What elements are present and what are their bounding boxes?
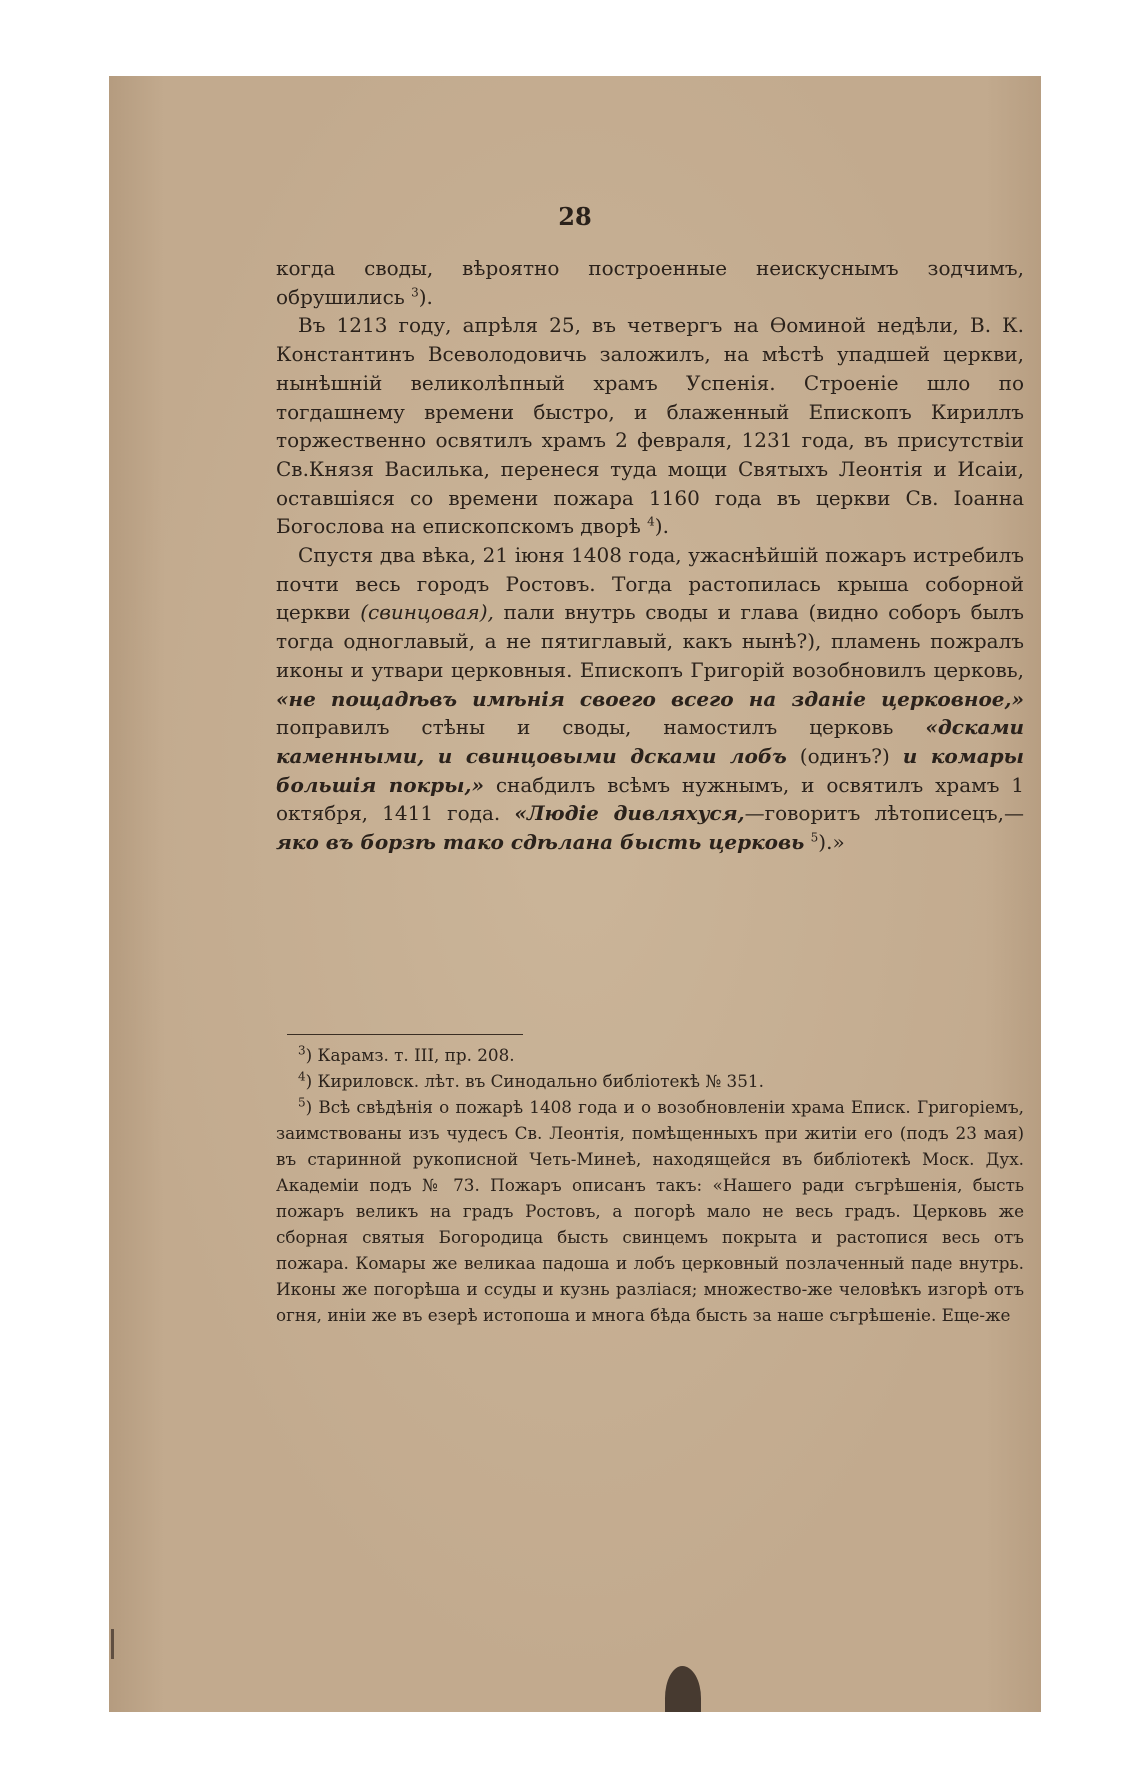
page-number: 28: [558, 202, 592, 231]
footnote-ref-4: 4: [647, 514, 655, 529]
footnote-divider: [287, 1034, 523, 1035]
scanned-page: [109, 76, 1041, 1712]
paragraph-2-text: Въ 1213 году, апрѣля 25, въ четвергъ на Ѳоминой недѣли, В. К. Константинъ Всеволодовичь заложилъ, на мѣстѣ упадшей церкви, нынѣшній великолѣпный храмъ Успенія. Строеніе шло по тогдашнему времени быстро, и блаженный Епископъ Кириллъ торжественно освятилъ храмъ 2 февраля, 1231 года, въ присутствіи Св.Князя Василька, перенеся туда мощи Святыхъ Леонтія и Исаіи, оставшіяся со времени пожара 1160 года въ церкви Св. Іоанна Богослова на епископскомъ дворѣ: [276, 313, 1024, 539]
footnote-3-mark: 3: [298, 1043, 306, 1058]
footnote-5-text: ) Всѣ свѣдѣнія о пожарѣ 1408 года и о возобновленіи храма Еписк. Григоріемъ, заимствованы изъ чудесъ Св. Леонтія, помѣщенныхъ при житіи его (подъ 23 мая) въ старинной рукописной Четь-Минеѣ, находящейся въ библіотекѣ Моск. Дух. Академіи подъ № 73. Пожаръ описанъ такъ: «Нашего ради съгрѣшенія, бысть пожаръ великъ на градъ Ростовъ, а погорѣ мало не весь градъ. Церковь же сборная святыя Богородица бысть свинцемъ покрыта и растопися весь отъ пожара. Комары же великаа падоша и лобъ церковный позлаченный паде внутрь. Иконы же погорѣша и ссуды и кузнь разліася; множество-же человѣкъ изгорѣ отъ огня, иніи же въ езерѣ истопоша и многа бѣда бысть за наше съгрѣшеніе. Еще-же: [276, 1097, 1024, 1325]
paragraph-1-end: ).: [418, 284, 433, 309]
footnote-4-text: ) Кириловск. лѣт. въ Синодально библіотекѣ № 351.: [305, 1071, 764, 1091]
paragraph-3-italic-1: (свинцовая),: [360, 600, 494, 625]
paragraph-1: [276, 254, 1024, 311]
footnote-ref-5: 5: [810, 830, 819, 845]
footnotes: [276, 1042, 1024, 1328]
ink-blot: [665, 1666, 701, 1712]
paragraph-3-quote-2: «дсками каменными, и свинцовыми дсками лобъ: [276, 715, 1025, 768]
paragraph-3: [276, 541, 1024, 857]
footnote-4-mark: 4: [298, 1069, 306, 1084]
paragraph-3-text-a: Спустя два вѣка, 21 іюня 1408 года, ужаснѣйшій пожаръ истребилъ почти весь городъ Ростовъ. Тогда растопилась крыша соборной церкви: [276, 543, 1024, 625]
footnote-4: [276, 1068, 1024, 1094]
edge-mark: [111, 1629, 114, 1659]
footnote-3-text: ) Карамз. т. III, пр. 208.: [305, 1045, 515, 1065]
footnote-3: [276, 1042, 1024, 1068]
main-text: [276, 254, 1024, 857]
paragraph-3-text-b: пали внутрь своды и глава (видно соборъ былъ тогда одноглавый, а не пятиглавый, какъ нынѣ?), пламень пожралъ иконы и утвари церковныя. Епископъ Григорій возобновилъ церковь,: [276, 600, 1025, 682]
paragraph-3-text-e: снабдилъ всѣмъ нужнымъ, и освятилъ храмъ 1 октября, 1411 года.: [276, 772, 1024, 826]
paragraph-3-quote-5: яко въ борзѣ тако сдѣлана бысть церковь: [276, 830, 805, 855]
footnote-ref-3: 3: [411, 285, 419, 300]
paragraph-3-quote-3: и комары большія покры,»: [276, 743, 1025, 797]
footnote-5-mark: 5: [298, 1095, 306, 1110]
paragraph-3-quote-1: «не пощадѣвъ имѣнія своего всего на зданіе церковное,»: [276, 686, 1024, 711]
paragraph-3-text-d: (одинъ?): [799, 743, 890, 768]
paragraph-2: [276, 311, 1024, 541]
paragraph-3-end: ).»: [818, 830, 845, 855]
paragraph-3-quote-4: «Людіе дивляхуся,: [514, 801, 745, 826]
footnote-5: [276, 1094, 1024, 1328]
paragraph-2-end: ).: [654, 514, 669, 539]
paragraph-3-text-c: поправилъ стѣны и своды, намостилъ церковь: [276, 715, 894, 740]
paragraph-3-text-f: —говоритъ лѣтописецъ,—: [744, 801, 1024, 826]
paragraph-1-text: когда своды, вѣроятно построенные неискуснымъ зодчимъ, обрушились: [276, 256, 1024, 309]
